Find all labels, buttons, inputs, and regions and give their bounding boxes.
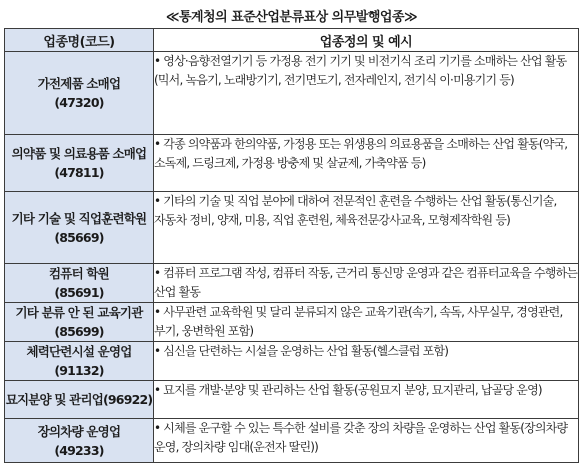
table-row xyxy=(5,135,579,192)
definition-cell xyxy=(154,264,579,303)
definition-cell xyxy=(154,303,579,342)
table-row xyxy=(5,303,579,342)
bullet: • xyxy=(154,54,161,68)
table-row xyxy=(5,52,579,135)
industry-name-cell xyxy=(5,52,154,135)
industry-name: 가전제품 소매업 xyxy=(37,76,121,91)
industry-name-cell xyxy=(5,192,154,264)
industry-code: (49233) xyxy=(54,442,104,458)
definition-text: 사무관련 교육학원 및 달리 분류되지 않은 교육기관(속기, 속독, 사무실무, 경영관련, 부기, 웅변학원 포함) xyxy=(154,305,563,338)
definition-text: 기타의 기술 및 직업 분야에 대하여 전문적인 훈련을 수행하는 산업 활동(통신기술, 자동차 정비, 양재, 미용, 직업 훈련원, 체육전문강사교육, 모형제작학원 등) xyxy=(154,194,557,227)
table-row xyxy=(5,264,579,303)
definition-text: 시체를 운구할 수 있는 특수한 설비를 갖춘 장의 차량을 운영하는 산업 활동(장의차량 운영, 장의차량 임대(운전자 딸린)) xyxy=(154,421,568,454)
definition-text: 영상·음향전열기기 등 가정용 전기 기기 및 비전기식 조리 기기를 소매하는 산업 활동(믹서, 녹음기, 노래방기기, 전기면도기, 전자레인지, 전기식 이·미용기기 등) xyxy=(154,54,567,87)
bullet: • xyxy=(154,383,161,397)
definition-cell xyxy=(154,192,579,264)
definition-text: 심신을 단련하는 시설을 운영하는 산업 활동(헬스클럽 포함) xyxy=(163,344,449,358)
definition-cell xyxy=(154,135,579,192)
bullet: • xyxy=(154,137,161,151)
industry-name: 기타 기술 및 직업훈련학원 xyxy=(11,210,147,226)
industry-name: 의약품 및 의료용품 소매업(47811) xyxy=(11,146,147,180)
industry-name-cell xyxy=(5,135,154,192)
industry-code: (47320) xyxy=(54,95,104,110)
industry-name-cell xyxy=(5,303,154,342)
industry-code: (85669) xyxy=(54,229,104,245)
industry-name-cell xyxy=(5,342,154,381)
industry-name-cell xyxy=(5,419,154,463)
industry-code: (85691) xyxy=(54,285,104,300)
bullet: • xyxy=(154,305,161,319)
industry-name: 장의차량 운영업 xyxy=(37,423,121,439)
header-industry-name: 업종명(코드) xyxy=(5,29,154,52)
definition-text: 묘지를 개발·분양 및 관리하는 산업 활동(공원묘지 분양, 묘지관리, 납골당 운영) xyxy=(163,383,542,397)
table-row xyxy=(5,419,579,463)
header-definition: 업종정의 및 예시 xyxy=(154,29,579,52)
industry-name-cell xyxy=(5,264,154,303)
table-header-row xyxy=(5,29,579,52)
industry-name: 컴퓨터 학원 xyxy=(49,266,109,281)
definition-cell xyxy=(154,342,579,381)
definition-cell xyxy=(154,381,579,419)
page-title: ≪통계청의 표준산업분류표상 의무발행업종≫ xyxy=(165,10,418,25)
definition-cell xyxy=(154,419,579,463)
table-row xyxy=(5,342,579,381)
table-row xyxy=(5,381,579,419)
industry-name: 체력단련시설 운영업(91132) xyxy=(26,344,132,378)
bullet: • xyxy=(154,266,161,280)
industry-name: 묘지분양 및 관리업(96922) xyxy=(5,392,153,407)
industry-name-cell xyxy=(5,381,154,419)
table-row xyxy=(5,192,579,264)
bullet: • xyxy=(154,344,161,358)
bullet: • xyxy=(154,194,161,208)
bullet: • xyxy=(154,421,161,435)
definition-text: 각종 의약품과 한의약품, 가정용 또는 위생용의 의료용품을 소매하는 산업 활동(약국, 소독제, 드링크제, 가정용 방충제 및 살균제, 가축약품 등) xyxy=(154,137,568,170)
definition-cell xyxy=(154,52,579,135)
definition-text: 컴퓨터 프로그램 작성, 컴퓨터 작동, 근거리 통신망 운영과 같은 컴퓨터교육을 수행하는 산업 활동 xyxy=(154,266,578,299)
industry-name: 기타 분류 안 된 교육기관 (85699) xyxy=(15,305,143,339)
industry-table xyxy=(4,28,579,463)
